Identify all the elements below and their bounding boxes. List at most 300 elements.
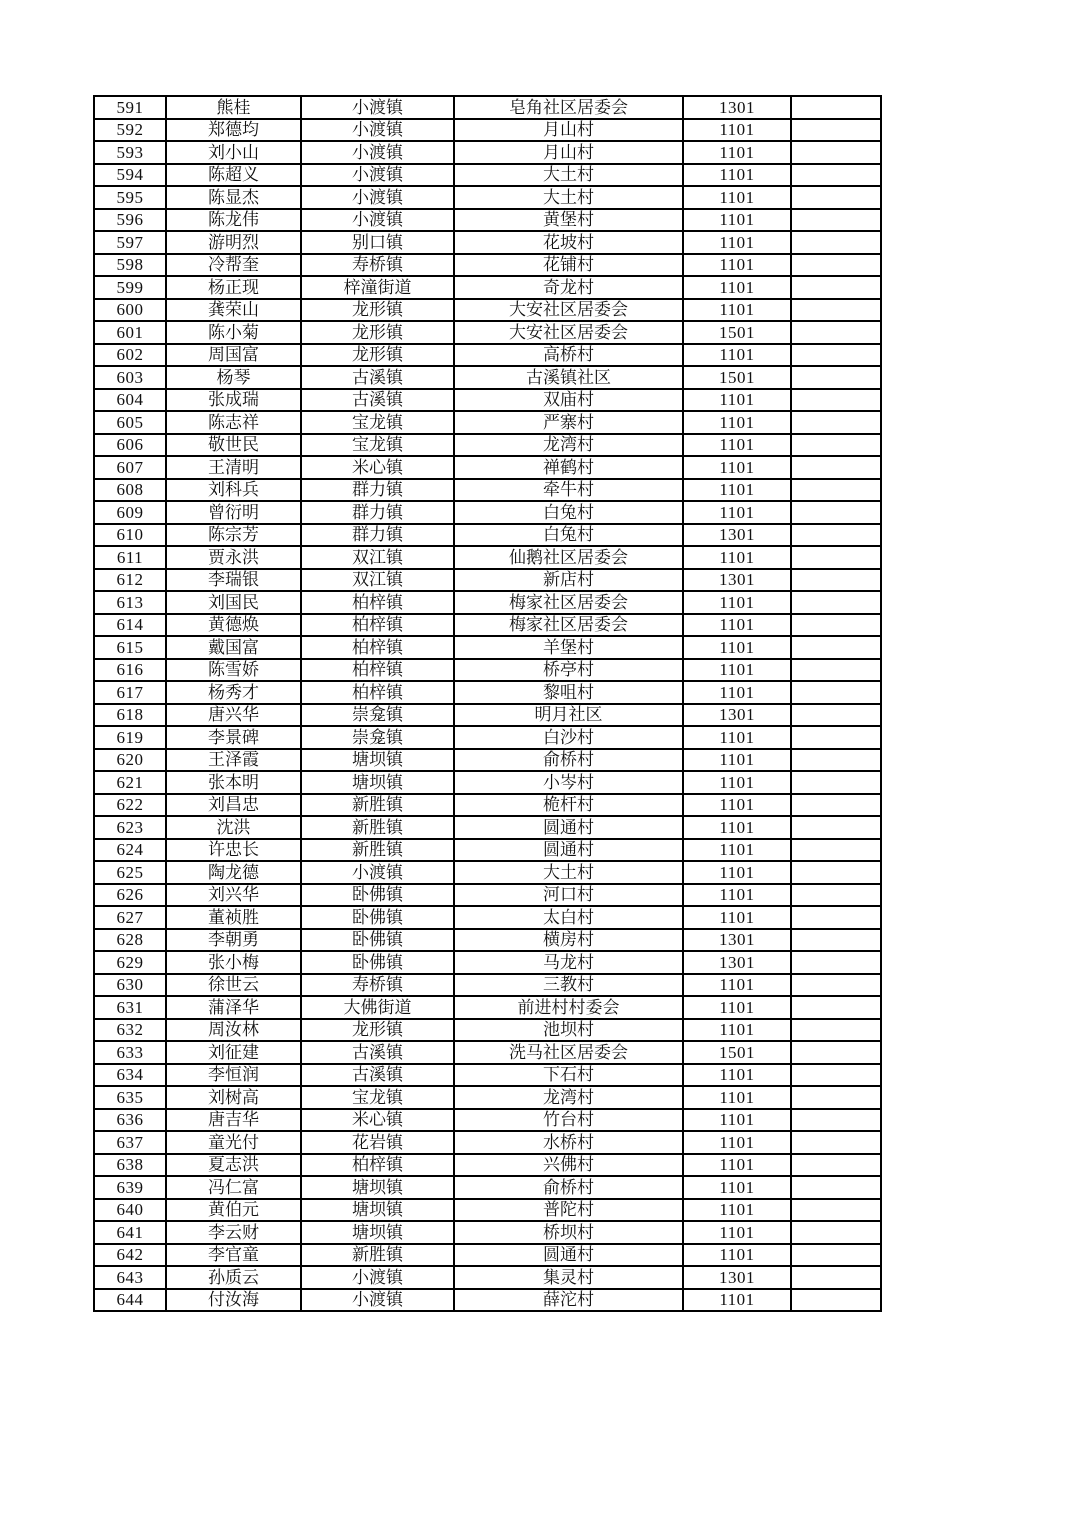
table-row (94, 501, 881, 524)
cell-village_or_community: 洗马社区居委会 (454, 1041, 683, 1064)
table-row (94, 299, 881, 322)
table-row (94, 1221, 881, 1244)
cell-blank (791, 726, 881, 749)
cell-name: 张小梅 (166, 951, 301, 974)
cell-code: 1101 (683, 861, 791, 884)
cell-village_or_community: 仙鹅社区居委会 (454, 546, 683, 569)
cell-code: 1301 (683, 951, 791, 974)
cell-blank (791, 1199, 881, 1222)
cell-code: 1501 (683, 1041, 791, 1064)
cell-name: 唐吉华 (166, 1109, 301, 1132)
cell-name: 熊桂 (166, 96, 301, 119)
cell-index: 595 (94, 186, 166, 209)
cell-blank (791, 681, 881, 704)
cell-town: 龙形镇 (301, 321, 454, 344)
table-row (94, 524, 881, 547)
cell-code: 1101 (683, 636, 791, 659)
cell-village_or_community: 梅家社区居委会 (454, 591, 683, 614)
cell-blank (791, 411, 881, 434)
table-row (94, 1266, 881, 1289)
cell-town: 群力镇 (301, 524, 454, 547)
cell-village_or_community: 花铺村 (454, 254, 683, 277)
cell-index: 598 (94, 254, 166, 277)
cell-name: 蒲泽华 (166, 996, 301, 1019)
cell-village_or_community: 前进村村委会 (454, 996, 683, 1019)
cell-name: 敬世民 (166, 434, 301, 457)
cell-town: 塘坝镇 (301, 771, 454, 794)
cell-index: 642 (94, 1244, 166, 1267)
cell-index: 612 (94, 569, 166, 592)
cell-blank (791, 501, 881, 524)
table-row (94, 209, 881, 232)
cell-town: 柏梓镇 (301, 636, 454, 659)
cell-town: 小渡镇 (301, 861, 454, 884)
cell-name: 戴国富 (166, 636, 301, 659)
cell-name: 孙质云 (166, 1266, 301, 1289)
cell-blank (791, 929, 881, 952)
cell-blank (791, 1019, 881, 1042)
cell-name: 李恒润 (166, 1064, 301, 1087)
table-row (94, 231, 881, 254)
cell-blank (791, 524, 881, 547)
cell-name: 沈洪 (166, 816, 301, 839)
cell-index: 626 (94, 884, 166, 907)
cell-code: 1101 (683, 434, 791, 457)
cell-name: 杨秀才 (166, 681, 301, 704)
cell-name: 李官童 (166, 1244, 301, 1267)
cell-town: 群力镇 (301, 501, 454, 524)
cell-town: 卧佛镇 (301, 951, 454, 974)
cell-name: 冷帮奎 (166, 254, 301, 277)
cell-blank (791, 1266, 881, 1289)
table-row (94, 861, 881, 884)
cell-code: 1101 (683, 141, 791, 164)
cell-blank (791, 434, 881, 457)
table-row (94, 906, 881, 929)
cell-town: 崇龛镇 (301, 704, 454, 727)
cell-index: 599 (94, 276, 166, 299)
cell-village_or_community: 竹台村 (454, 1109, 683, 1132)
table-row (94, 434, 881, 457)
cell-town: 新胜镇 (301, 816, 454, 839)
cell-village_or_community: 羊堡村 (454, 636, 683, 659)
cell-code: 1101 (683, 1199, 791, 1222)
cell-code: 1301 (683, 704, 791, 727)
cell-village_or_community: 普陀村 (454, 1199, 683, 1222)
cell-index: 634 (94, 1064, 166, 1087)
cell-town: 宝龙镇 (301, 434, 454, 457)
table-row (94, 884, 881, 907)
cell-village_or_community: 圆通村 (454, 816, 683, 839)
cell-name: 唐兴华 (166, 704, 301, 727)
cell-blank (791, 276, 881, 299)
cell-town: 大佛街道 (301, 996, 454, 1019)
cell-blank (791, 299, 881, 322)
cell-code: 1101 (683, 726, 791, 749)
cell-index: 630 (94, 974, 166, 997)
cell-blank (791, 254, 881, 277)
cell-index: 640 (94, 1199, 166, 1222)
table-row (94, 96, 881, 119)
cell-village_or_community: 桥亭村 (454, 659, 683, 682)
cell-index: 601 (94, 321, 166, 344)
table-row (94, 1041, 881, 1064)
cell-village_or_community: 小岑村 (454, 771, 683, 794)
cell-code: 1101 (683, 209, 791, 232)
cell-village_or_community: 俞桥村 (454, 1176, 683, 1199)
cell-village_or_community: 双庙村 (454, 389, 683, 412)
cell-town: 小渡镇 (301, 141, 454, 164)
cell-index: 605 (94, 411, 166, 434)
cell-index: 592 (94, 119, 166, 142)
cell-blank (791, 119, 881, 142)
cell-village_or_community: 兴佛村 (454, 1154, 683, 1177)
table-row (94, 1154, 881, 1177)
cell-town: 龙形镇 (301, 299, 454, 322)
cell-village_or_community: 黄堡村 (454, 209, 683, 232)
cell-index: 644 (94, 1289, 166, 1312)
cell-blank (791, 1064, 881, 1087)
cell-village_or_community: 桅杆村 (454, 794, 683, 817)
cell-village_or_community: 白沙村 (454, 726, 683, 749)
cell-town: 双江镇 (301, 546, 454, 569)
cell-index: 617 (94, 681, 166, 704)
cell-code: 1101 (683, 186, 791, 209)
cell-code: 1101 (683, 906, 791, 929)
cell-index: 623 (94, 816, 166, 839)
cell-index: 631 (94, 996, 166, 1019)
cell-town: 寿桥镇 (301, 254, 454, 277)
cell-code: 1101 (683, 996, 791, 1019)
cell-town: 新胜镇 (301, 1244, 454, 1267)
table-row (94, 479, 881, 502)
cell-index: 615 (94, 636, 166, 659)
cell-index: 622 (94, 794, 166, 817)
cell-index: 643 (94, 1266, 166, 1289)
cell-town: 柏梓镇 (301, 614, 454, 637)
table-row (94, 951, 881, 974)
cell-town: 塘坝镇 (301, 1221, 454, 1244)
cell-village_or_community: 龙湾村 (454, 1086, 683, 1109)
cell-town: 塘坝镇 (301, 749, 454, 772)
table-row (94, 119, 881, 142)
cell-village_or_community: 明月社区 (454, 704, 683, 727)
cell-village_or_community: 池坝村 (454, 1019, 683, 1042)
cell-code: 1101 (683, 771, 791, 794)
cell-village_or_community: 花坡村 (454, 231, 683, 254)
roster-table (93, 95, 882, 1312)
table-row (94, 456, 881, 479)
cell-name: 郑德均 (166, 119, 301, 142)
cell-name: 李朝勇 (166, 929, 301, 952)
table-row (94, 1019, 881, 1042)
cell-name: 付汝海 (166, 1289, 301, 1312)
cell-code: 1101 (683, 1131, 791, 1154)
cell-town: 小渡镇 (301, 96, 454, 119)
cell-index: 597 (94, 231, 166, 254)
table-row (94, 1086, 881, 1109)
cell-index: 603 (94, 366, 166, 389)
cell-village_or_community: 高桥村 (454, 344, 683, 367)
cell-code: 1101 (683, 749, 791, 772)
cell-town: 小渡镇 (301, 209, 454, 232)
cell-town: 塘坝镇 (301, 1199, 454, 1222)
cell-town: 新胜镇 (301, 794, 454, 817)
cell-name: 陈宗芳 (166, 524, 301, 547)
table-row (94, 681, 881, 704)
cell-code: 1101 (683, 1221, 791, 1244)
cell-blank (791, 749, 881, 772)
cell-blank (791, 456, 881, 479)
cell-village_or_community: 桥坝村 (454, 1221, 683, 1244)
cell-name: 刘征建 (166, 1041, 301, 1064)
cell-code: 1301 (683, 1266, 791, 1289)
table-row (94, 704, 881, 727)
table-row (94, 1109, 881, 1132)
cell-town: 新胜镇 (301, 839, 454, 862)
cell-index: 604 (94, 389, 166, 412)
table-row (94, 839, 881, 862)
cell-blank (791, 974, 881, 997)
cell-code: 1101 (683, 231, 791, 254)
cell-village_or_community: 水桥村 (454, 1131, 683, 1154)
cell-town: 米心镇 (301, 456, 454, 479)
cell-town: 别口镇 (301, 231, 454, 254)
cell-town: 寿桥镇 (301, 974, 454, 997)
cell-village_or_community: 圆通村 (454, 1244, 683, 1267)
cell-index: 616 (94, 659, 166, 682)
table-row (94, 771, 881, 794)
cell-code: 1101 (683, 794, 791, 817)
cell-code: 1101 (683, 614, 791, 637)
cell-village_or_community: 太白村 (454, 906, 683, 929)
cell-index: 641 (94, 1221, 166, 1244)
cell-index: 633 (94, 1041, 166, 1064)
cell-village_or_community: 大安社区居委会 (454, 299, 683, 322)
cell-town: 柏梓镇 (301, 1154, 454, 1177)
table-row (94, 1199, 881, 1222)
table-row (94, 996, 881, 1019)
cell-blank (791, 366, 881, 389)
cell-index: 607 (94, 456, 166, 479)
table-row (94, 1131, 881, 1154)
cell-town: 卧佛镇 (301, 929, 454, 952)
cell-name: 杨琴 (166, 366, 301, 389)
cell-code: 1101 (683, 164, 791, 187)
cell-blank (791, 996, 881, 1019)
cell-name: 陈超义 (166, 164, 301, 187)
table-row (94, 344, 881, 367)
cell-code: 1101 (683, 1154, 791, 1177)
cell-name: 李景碑 (166, 726, 301, 749)
cell-index: 606 (94, 434, 166, 457)
cell-village_or_community: 大土村 (454, 164, 683, 187)
cell-blank (791, 569, 881, 592)
cell-index: 614 (94, 614, 166, 637)
cell-code: 1101 (683, 591, 791, 614)
cell-blank (791, 1086, 881, 1109)
cell-name: 李瑞银 (166, 569, 301, 592)
cell-village_or_community: 三教村 (454, 974, 683, 997)
cell-name: 王清明 (166, 456, 301, 479)
cell-code: 1101 (683, 1176, 791, 1199)
cell-name: 游明烈 (166, 231, 301, 254)
cell-town: 塘坝镇 (301, 1176, 454, 1199)
cell-blank (791, 839, 881, 862)
cell-town: 宝龙镇 (301, 1086, 454, 1109)
cell-name: 徐世云 (166, 974, 301, 997)
cell-town: 小渡镇 (301, 119, 454, 142)
cell-blank (791, 1154, 881, 1177)
cell-code: 1101 (683, 299, 791, 322)
cell-blank (791, 1131, 881, 1154)
cell-index: 635 (94, 1086, 166, 1109)
cell-index: 610 (94, 524, 166, 547)
cell-code: 1101 (683, 254, 791, 277)
table-row (94, 726, 881, 749)
cell-name: 贾永洪 (166, 546, 301, 569)
cell-code: 1101 (683, 344, 791, 367)
cell-town: 小渡镇 (301, 186, 454, 209)
cell-village_or_community: 俞桥村 (454, 749, 683, 772)
cell-index: 596 (94, 209, 166, 232)
cell-name: 曾衍明 (166, 501, 301, 524)
cell-name: 王泽霞 (166, 749, 301, 772)
cell-village_or_community: 下石村 (454, 1064, 683, 1087)
table-row (94, 816, 881, 839)
cell-name: 陈雪娇 (166, 659, 301, 682)
cell-village_or_community: 龙湾村 (454, 434, 683, 457)
cell-town: 古溪镇 (301, 1064, 454, 1087)
table-row (94, 749, 881, 772)
cell-name: 陈显杰 (166, 186, 301, 209)
cell-blank (791, 704, 881, 727)
cell-code: 1101 (683, 389, 791, 412)
cell-name: 陈小菊 (166, 321, 301, 344)
table-row (94, 276, 881, 299)
cell-name: 龚荣山 (166, 299, 301, 322)
cell-name: 刘小山 (166, 141, 301, 164)
cell-town: 米心镇 (301, 1109, 454, 1132)
cell-town: 古溪镇 (301, 1041, 454, 1064)
cell-code: 1101 (683, 479, 791, 502)
cell-index: 591 (94, 96, 166, 119)
cell-village_or_community: 河口村 (454, 884, 683, 907)
cell-blank (791, 1244, 881, 1267)
cell-code: 1101 (683, 1086, 791, 1109)
cell-index: 593 (94, 141, 166, 164)
cell-index: 613 (94, 591, 166, 614)
cell-index: 609 (94, 501, 166, 524)
cell-village_or_community: 牵牛村 (454, 479, 683, 502)
table-row (94, 321, 881, 344)
cell-index: 629 (94, 951, 166, 974)
cell-blank (791, 636, 881, 659)
cell-code: 1101 (683, 659, 791, 682)
table-row (94, 659, 881, 682)
cell-town: 双江镇 (301, 569, 454, 592)
cell-village_or_community: 大土村 (454, 186, 683, 209)
table-row (94, 141, 881, 164)
cell-index: 602 (94, 344, 166, 367)
table-row (94, 254, 881, 277)
table-row (94, 366, 881, 389)
cell-name: 刘树高 (166, 1086, 301, 1109)
cell-name: 冯仁富 (166, 1176, 301, 1199)
cell-code: 1501 (683, 366, 791, 389)
cell-index: 632 (94, 1019, 166, 1042)
cell-town: 卧佛镇 (301, 884, 454, 907)
table-row (94, 1176, 881, 1199)
cell-town: 龙形镇 (301, 1019, 454, 1042)
cell-code: 1101 (683, 119, 791, 142)
cell-code: 1101 (683, 411, 791, 434)
cell-blank (791, 96, 881, 119)
cell-index: 600 (94, 299, 166, 322)
cell-blank (791, 479, 881, 502)
cell-name: 杨正现 (166, 276, 301, 299)
cell-name: 陈龙伟 (166, 209, 301, 232)
cell-village_or_community: 横房村 (454, 929, 683, 952)
cell-code: 1101 (683, 839, 791, 862)
cell-blank (791, 659, 881, 682)
cell-town: 柏梓镇 (301, 591, 454, 614)
cell-code: 1301 (683, 96, 791, 119)
cell-village_or_community: 大安社区居委会 (454, 321, 683, 344)
cell-name: 张本明 (166, 771, 301, 794)
table-row (94, 186, 881, 209)
cell-blank (791, 209, 881, 232)
cell-town: 小渡镇 (301, 1289, 454, 1312)
table-row (94, 389, 881, 412)
cell-town: 梓潼街道 (301, 276, 454, 299)
cell-name: 陈志祥 (166, 411, 301, 434)
cell-blank (791, 231, 881, 254)
cell-village_or_community: 新店村 (454, 569, 683, 592)
cell-index: 639 (94, 1176, 166, 1199)
cell-blank (791, 546, 881, 569)
cell-blank (791, 186, 881, 209)
cell-index: 628 (94, 929, 166, 952)
cell-name: 刘国民 (166, 591, 301, 614)
table-row (94, 794, 881, 817)
cell-name: 许忠长 (166, 839, 301, 862)
cell-name: 周汝林 (166, 1019, 301, 1042)
cell-village_or_community: 黎咀村 (454, 681, 683, 704)
cell-name: 陶龙德 (166, 861, 301, 884)
cell-name: 黄德焕 (166, 614, 301, 637)
cell-town: 龙形镇 (301, 344, 454, 367)
cell-code: 1101 (683, 681, 791, 704)
cell-index: 627 (94, 906, 166, 929)
table-row (94, 569, 881, 592)
table-row (94, 591, 881, 614)
cell-blank (791, 951, 881, 974)
cell-blank (791, 771, 881, 794)
cell-name: 刘科兵 (166, 479, 301, 502)
cell-blank (791, 591, 881, 614)
cell-code: 1301 (683, 929, 791, 952)
cell-code: 1101 (683, 816, 791, 839)
cell-name: 夏志洪 (166, 1154, 301, 1177)
cell-blank (791, 1289, 881, 1312)
cell-code: 1101 (683, 1109, 791, 1132)
cell-code: 1101 (683, 546, 791, 569)
cell-code: 1101 (683, 456, 791, 479)
table-row (94, 636, 881, 659)
cell-blank (791, 614, 881, 637)
table-row (94, 929, 881, 952)
